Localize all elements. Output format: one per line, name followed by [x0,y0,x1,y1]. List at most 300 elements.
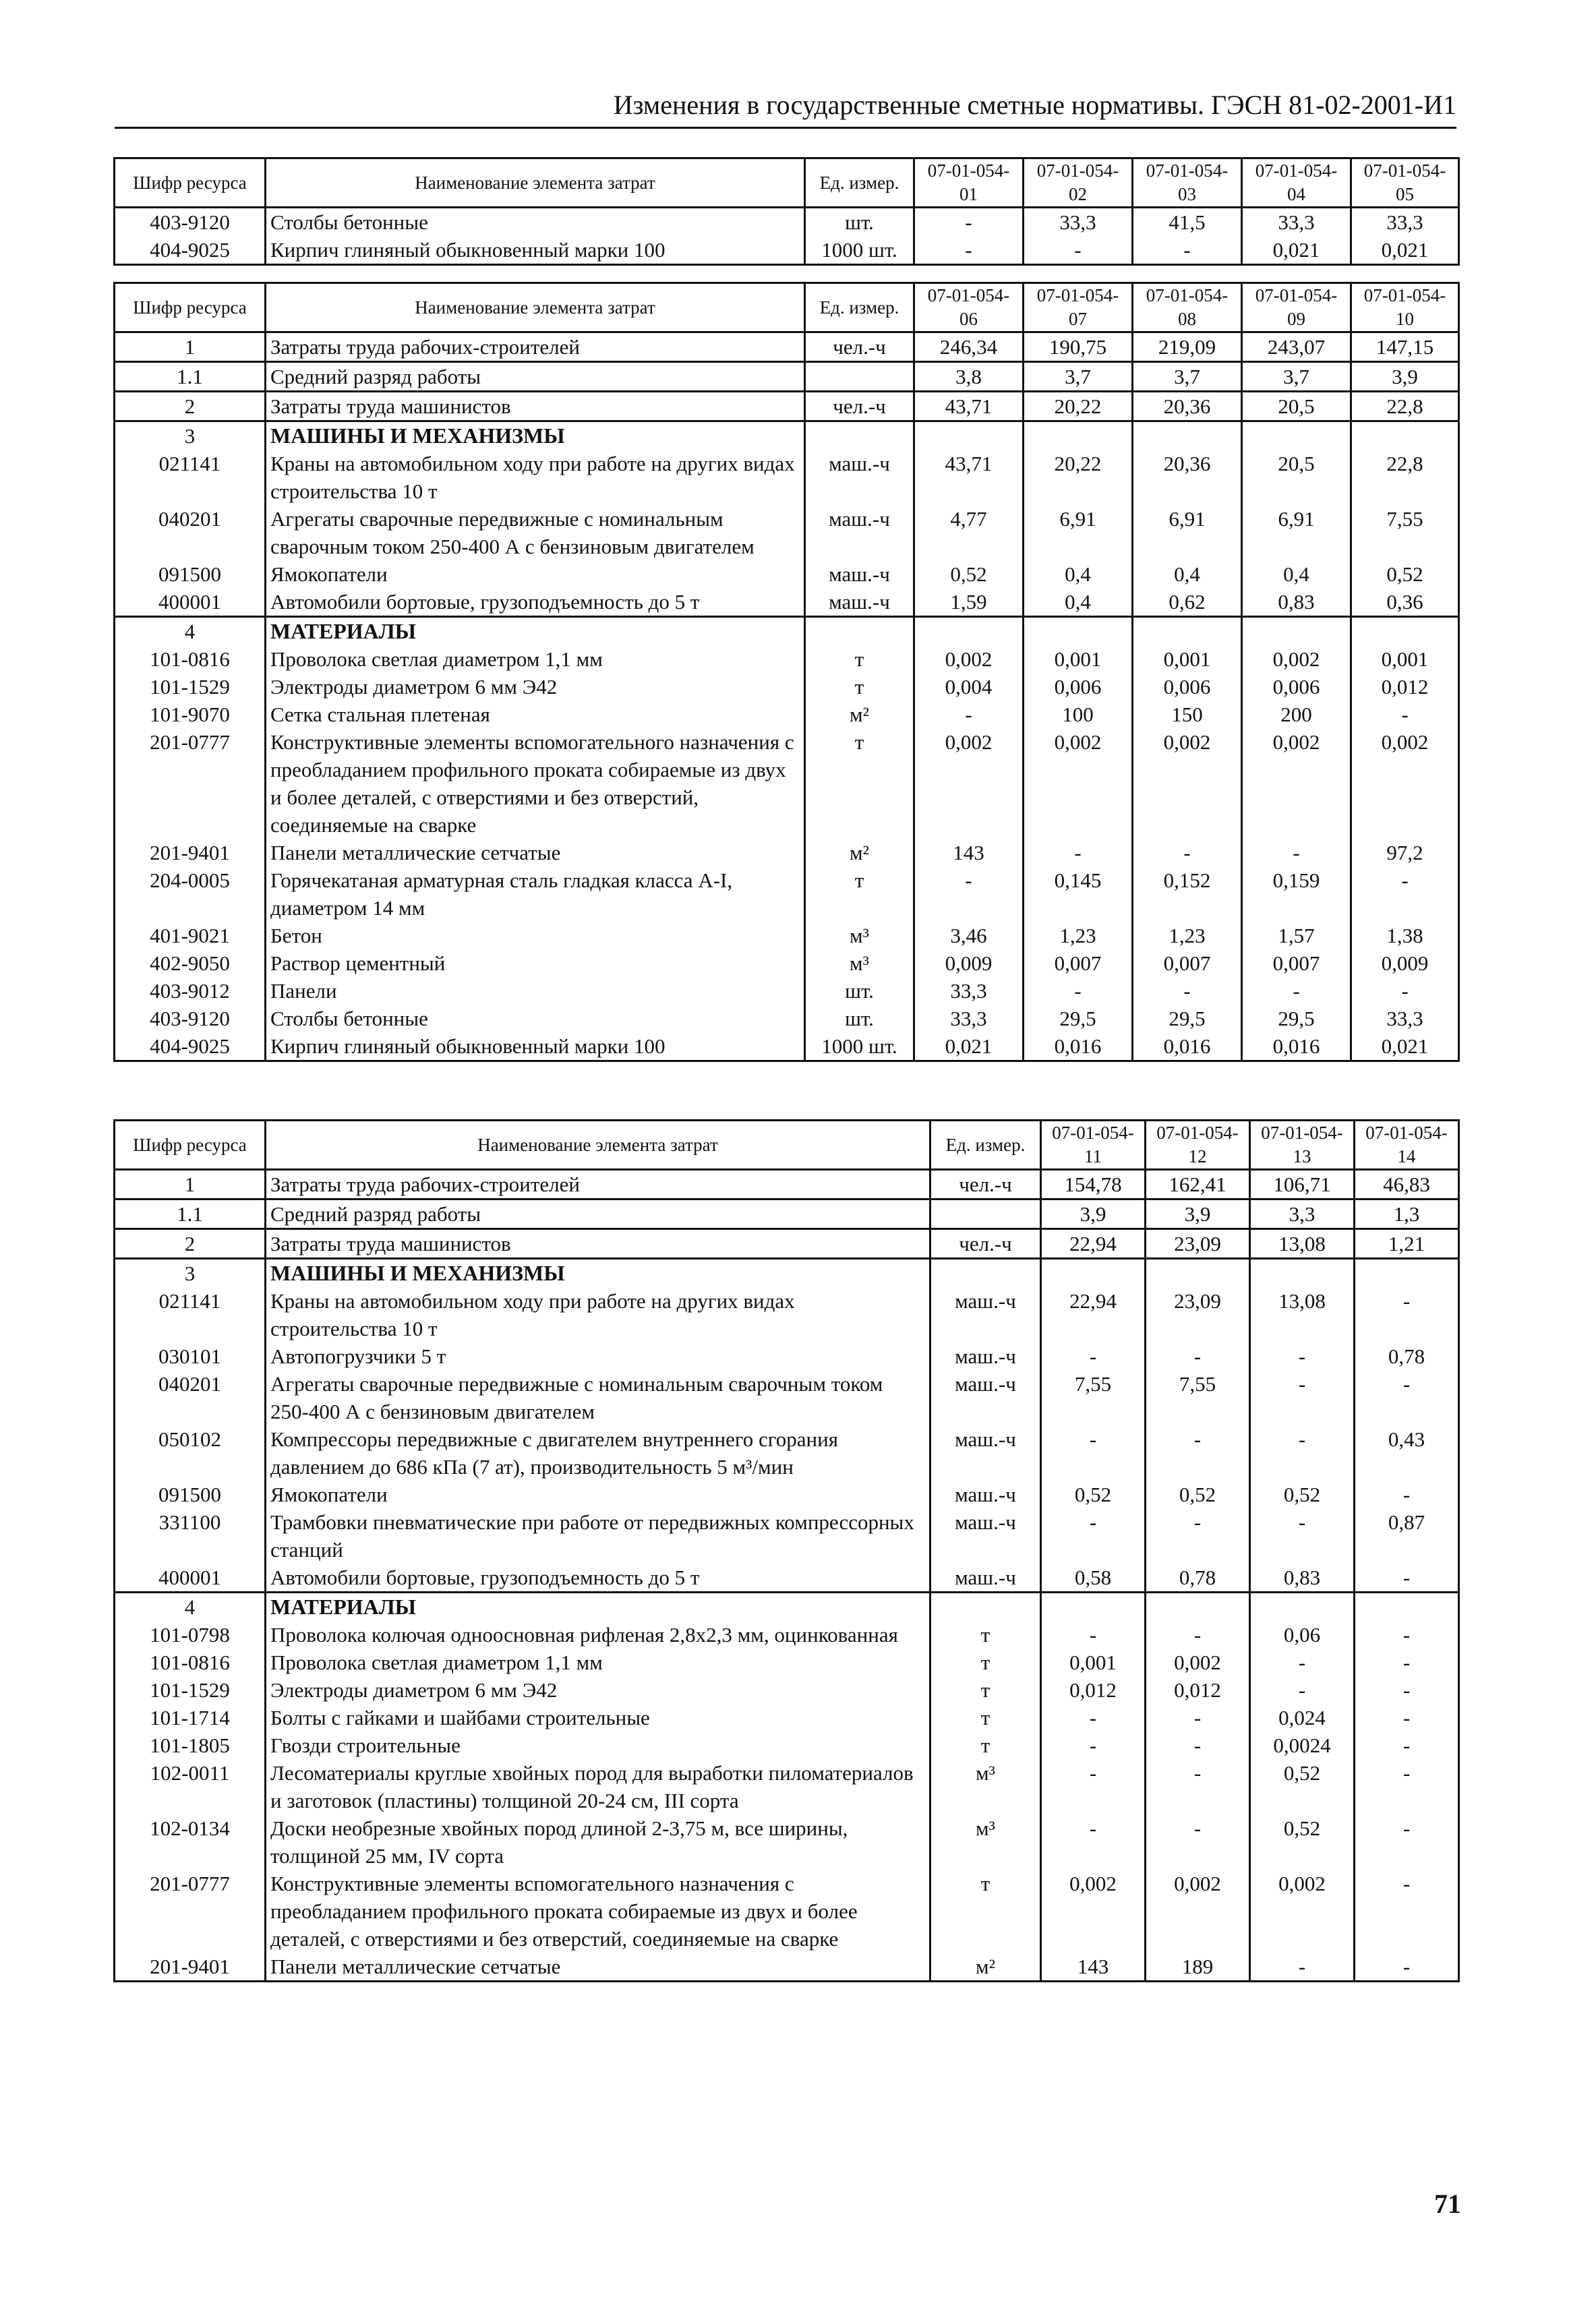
unit-cell: шт. [805,208,914,237]
value-cell: - [1250,1508,1355,1564]
unit-cell [805,362,914,392]
value-cell: - [1355,1564,1459,1593]
value-cell [1133,617,1242,646]
value-cell: 29,5 [1024,1005,1133,1032]
value-cell: 0,83 [1242,588,1351,617]
value-cell: 0,159 [1242,866,1351,922]
value-cell: 150 [1133,701,1242,728]
value-cell: 0,78 [1355,1342,1459,1370]
resource-name: Болты с гайками и шайбами строительные [266,1704,930,1731]
table-row [115,362,1459,392]
value-cell: 1,38 [1351,922,1459,949]
resource-table-3 [113,1119,1460,1982]
unit-cell: т [805,645,914,673]
table-row [115,1759,1459,1814]
value-cell: - [1250,1649,1355,1676]
value-cell: 246,34 [914,332,1024,362]
resource-code: 050102 [115,1425,266,1481]
table-row [115,701,1459,728]
table-row [115,1229,1459,1259]
resource-code: 030101 [115,1342,266,1370]
table-row [115,922,1459,949]
resource-name: Горячекатаная арматурная сталь гладкая класса А-I, диаметром 14 мм [266,866,805,922]
value-cell: - [1024,977,1133,1005]
value-cell: 29,5 [1242,1005,1351,1032]
value-cell: - [1355,1759,1459,1814]
value-cell: 6,91 [1133,505,1242,560]
value-cell: 0,006 [1133,673,1242,701]
value-cell [1355,1593,1459,1622]
unit-cell: маш.-ч [930,1370,1041,1425]
value-cell: 0,021 [1351,236,1459,265]
value-cell [1041,1259,1146,1288]
unit-cell: м³ [930,1814,1041,1870]
unit-cell: маш.-ч [805,588,914,617]
section-row [115,421,1459,450]
unit-cell: чел.-ч [805,392,914,421]
section-title: МАШИНЫ И МЕХАНИЗМЫ [266,1259,930,1288]
value-cell: 0,001 [1041,1649,1146,1676]
value-cell: 0,009 [914,949,1024,977]
value-cell: 13,08 [1250,1229,1355,1259]
value-cell: 0,43 [1355,1425,1459,1481]
unit-cell: м² [805,839,914,866]
value-cell [1242,421,1351,450]
resource-code: 401-9021 [115,922,266,949]
value-cell [914,617,1024,646]
section-row [115,1259,1459,1288]
section-row [115,1593,1459,1622]
resource-code: 1 [115,332,266,362]
resource-name: Автомобили бортовые, грузоподъемность до 5 т [266,588,805,617]
value-cell: 0,0024 [1250,1731,1355,1759]
value-cell: - [914,208,1024,237]
resource-code: 1 [115,1170,266,1199]
resource-code: 102-0011 [115,1759,266,1814]
resource-name: Автопогрузчики 5 т [266,1342,930,1370]
value-cell: 0,002 [1351,728,1459,839]
unit-cell: маш.-ч [930,1508,1041,1564]
unit-cell: 1000 шт. [805,236,914,265]
value-cell: 13,08 [1250,1287,1355,1342]
resource-name: Затраты труда рабочих-строителей [266,332,805,362]
value-cell: - [1146,1731,1250,1759]
value-cell: - [1355,1731,1459,1759]
table-row [115,673,1459,701]
table-row [115,1621,1459,1649]
value-cell: - [1146,1704,1250,1731]
value-cell: - [1242,839,1351,866]
value-cell: 0,002 [914,728,1024,839]
column-header-name: Наименование элемента затрат [266,283,805,332]
value-cell: - [1133,236,1242,265]
resource-code: 091500 [115,560,266,588]
resource-name: Агрегаты сварочные передвижные с номинальным сварочным током 250-400 А с бензиновым двигателем [266,505,805,560]
value-cell [1133,421,1242,450]
column-header-norm: 07-01-054-07 [1024,283,1133,332]
value-cell: 1,23 [1024,922,1133,949]
value-cell: - [1133,839,1242,866]
value-cell: - [1355,1370,1459,1425]
value-cell: 0,002 [1133,728,1242,839]
resource-name: Панели [266,977,805,1005]
unit-cell: т [930,1704,1041,1731]
value-cell: - [1355,1621,1459,1649]
column-header-norm: 07-01-054-13 [1250,1121,1355,1170]
value-cell [1024,421,1133,450]
value-cell: - [1041,1814,1146,1870]
value-cell: 0,021 [1351,1032,1459,1061]
column-header-norm: 07-01-054-01 [914,158,1024,208]
value-cell: 46,83 [1355,1170,1459,1199]
resource-name: Затраты труда машинистов [266,392,805,421]
value-cell: 22,8 [1351,392,1459,421]
value-cell: 23,09 [1146,1287,1250,1342]
value-cell: 0,012 [1351,673,1459,701]
value-cell: 7,55 [1146,1370,1250,1425]
value-cell: 6,91 [1024,505,1133,560]
header-row [115,283,1459,332]
value-cell: - [1041,1759,1146,1814]
table-row [115,1170,1459,1199]
value-cell: 0,52 [1250,1814,1355,1870]
value-cell: 0,012 [1041,1676,1146,1704]
column-header-unit: Ед. измер. [805,283,914,332]
resource-code: 101-9070 [115,701,266,728]
table-row [115,1005,1459,1032]
value-cell: 100 [1024,701,1133,728]
resource-name: Конструктивные элементы вспомогательного назначения с преобладанием профильного проката собираемые из двух и более деталей, с отверстиями и без отверстий, соединяемые на сварке [266,728,805,839]
unit-cell: чел.-ч [930,1229,1041,1259]
value-cell: 0,52 [914,560,1024,588]
value-cell: 6,91 [1242,505,1351,560]
column-header-norm: 07-01-054-08 [1133,283,1242,332]
resource-code: 101-0798 [115,1621,266,1649]
table-row [115,1370,1459,1425]
resource-code: 403-9120 [115,208,266,237]
value-cell: - [1355,1676,1459,1704]
value-cell: 0,016 [1133,1032,1242,1061]
value-cell: - [1242,977,1351,1005]
value-cell: - [1351,866,1459,922]
value-cell: 162,41 [1146,1170,1250,1199]
column-header-norm: 07-01-054-04 [1242,158,1351,208]
section-title: МАТЕРИАЛЫ [266,617,805,646]
unit-cell: шт. [805,1005,914,1032]
value-cell: 0,52 [1250,1759,1355,1814]
value-cell: - [1351,701,1459,728]
value-cell: 0,007 [1133,949,1242,977]
value-cell: 243,07 [1242,332,1351,362]
value-cell: 0,007 [1024,949,1133,977]
value-cell: 29,5 [1133,1005,1242,1032]
value-cell: 33,3 [914,977,1024,1005]
resource-code: 201-9401 [115,839,266,866]
unit-cell [930,1199,1041,1229]
value-cell: 7,55 [1041,1370,1146,1425]
value-cell: 0,016 [1024,1032,1133,1061]
value-cell: - [1146,1342,1250,1370]
value-cell: 0,002 [914,645,1024,673]
column-header-code: Шифр ресурса [115,283,266,332]
value-cell: 0,002 [1242,645,1351,673]
value-cell: 0,78 [1146,1564,1250,1593]
value-cell: 1,59 [914,588,1024,617]
value-cell: - [1133,977,1242,1005]
value-cell: 0,021 [914,1032,1024,1061]
table-row [115,1704,1459,1731]
resource-code: 204-0005 [115,866,266,922]
table-row [115,1731,1459,1759]
value-cell: - [1250,1425,1355,1481]
unit-cell: т [805,866,914,922]
column-header-norm: 07-01-054-03 [1133,158,1242,208]
resource-name: Средний разряд работы [266,362,805,392]
resource-code: 101-1529 [115,673,266,701]
value-cell: 190,75 [1024,332,1133,362]
resource-name: Столбы бетонные [266,1005,805,1032]
value-cell: - [1355,1287,1459,1342]
value-cell: 0,009 [1351,949,1459,977]
resource-name: Панели металлические сетчатые [266,1953,930,1982]
resource-name: Бетон [266,922,805,949]
value-cell: 43,71 [914,450,1024,505]
value-cell: 0,52 [1041,1481,1146,1508]
table-row [115,1508,1459,1564]
column-header-code: Шифр ресурса [115,1121,266,1170]
value-cell: - [914,236,1024,265]
value-cell: 0,007 [1242,949,1351,977]
column-header-norm: 07-01-054-09 [1242,283,1351,332]
resource-name: Гвозди строительные [266,1731,930,1759]
value-cell: 0,012 [1146,1676,1250,1704]
resource-code: 400001 [115,588,266,617]
column-header-norm: 07-01-054-14 [1355,1121,1459,1170]
value-cell: - [1146,1814,1250,1870]
value-cell: 3,9 [1041,1199,1146,1229]
unit-cell [805,421,914,450]
resource-table-2 [113,282,1460,1062]
unit-cell [805,617,914,646]
value-cell: - [1146,1425,1250,1481]
resource-code: 2 [115,1229,266,1259]
value-cell: 0,52 [1250,1481,1355,1508]
value-cell: 3,8 [914,362,1024,392]
value-cell: 3,7 [1133,362,1242,392]
value-cell: 1,3 [1355,1199,1459,1229]
value-cell: 0,001 [1024,645,1133,673]
unit-cell: т [930,1870,1041,1953]
resource-name: Затраты труда рабочих-строителей [266,1170,930,1199]
table-row [115,236,1459,265]
value-cell: 219,09 [1133,332,1242,362]
value-cell: 33,3 [1242,208,1351,237]
table-row [115,332,1459,362]
resource-name: Агрегаты сварочные передвижные с номинальным сварочным током 250-400 А с бензиновым двигателем [266,1370,930,1425]
value-cell: 0,004 [914,673,1024,701]
value-cell: - [1355,1814,1459,1870]
unit-cell: м² [805,701,914,728]
value-cell: - [1146,1508,1250,1564]
unit-cell: т [930,1731,1041,1759]
resource-code: 091500 [115,1481,266,1508]
table-row [115,1870,1459,1953]
value-cell: 0,4 [1133,560,1242,588]
value-cell: 1,23 [1133,922,1242,949]
value-cell [1355,1259,1459,1288]
table-row [115,1425,1459,1481]
value-cell: - [1250,1370,1355,1425]
resource-name: Средний разряд работы [266,1199,930,1229]
value-cell: 20,36 [1133,392,1242,421]
resource-code: 101-0816 [115,645,266,673]
value-cell: - [1041,1621,1146,1649]
value-cell: 189 [1146,1953,1250,1982]
value-cell: - [1355,1649,1459,1676]
table-row [115,560,1459,588]
resource-code: 101-1529 [115,1676,266,1704]
page-number: 71 [1434,2189,1461,2219]
resource-code: 403-9120 [115,1005,266,1032]
resource-name: Краны на автомобильном ходу при работе на других видах строительства 10 т [266,1287,930,1342]
resource-name: Конструктивные элементы вспомогательного назначения с преобладанием профильного проката собираемые из двух и более деталей, с отверстиями и без отверстий, соединяемые на сварке [266,1870,930,1953]
resource-code: 201-9401 [115,1953,266,1982]
value-cell: - [1351,977,1459,1005]
value-cell: 0,002 [1024,728,1133,839]
resource-name: Ямокопатели [266,560,805,588]
value-cell: - [1146,1621,1250,1649]
resource-name: Проволока светлая диаметром 1,1 мм [266,645,805,673]
value-cell: 0,58 [1041,1564,1146,1593]
unit-cell [930,1259,1041,1288]
value-cell: 0,002 [1041,1870,1146,1953]
unit-cell: чел.-ч [930,1170,1041,1199]
resource-name: Проволока колючая одноосновная рифленая 2,8х2,3 мм, оцинкованная [266,1621,930,1649]
document-title: Изменения в государственные сметные нормативы. ГЭСН 81-02-2001-И1 [613,90,1456,120]
value-cell: 143 [914,839,1024,866]
value-cell: 4,77 [914,505,1024,560]
value-cell: - [1024,839,1133,866]
value-cell: 0,002 [1250,1870,1355,1953]
value-cell: 0,024 [1250,1704,1355,1731]
unit-cell: м³ [805,922,914,949]
value-cell: - [1250,1342,1355,1370]
value-cell: 3,46 [914,922,1024,949]
value-cell: 0,006 [1242,673,1351,701]
table-row [115,450,1459,505]
value-cell: 23,09 [1146,1229,1250,1259]
unit-cell: маш.-ч [930,1287,1041,1342]
unit-cell: т [930,1621,1041,1649]
resource-table-1 [113,157,1460,266]
unit-cell: маш.-ч [930,1481,1041,1508]
unit-cell: маш.-ч [805,505,914,560]
column-header-code: Шифр ресурса [115,158,266,208]
column-header-norm: 07-01-054-10 [1351,283,1459,332]
value-cell: 0,016 [1242,1032,1351,1061]
column-header-name: Наименование элемента затрат [266,1121,930,1170]
unit-cell: м³ [930,1759,1041,1814]
resource-code: 1.1 [115,1199,266,1229]
resource-code: 4 [115,1593,266,1622]
resource-code: 3 [115,1259,266,1288]
resource-code: 021141 [115,1287,266,1342]
value-cell: 0,002 [1242,728,1351,839]
resource-name: Электроды диаметром 6 мм Э42 [266,1676,930,1704]
table-row [115,1649,1459,1676]
value-cell: 3,9 [1351,362,1459,392]
value-cell [1250,1259,1355,1288]
resource-name: Доски необрезные хвойных пород длиной 2-3,75 м, все ширины, толщиной 25 мм, IV сорта [266,1814,930,1870]
unit-cell: т [805,673,914,701]
resource-code: 2 [115,392,266,421]
value-cell: - [1355,1481,1459,1508]
table-row [115,1953,1459,1982]
resource-name: Панели металлические сетчатые [266,839,805,866]
resource-code: 404-9025 [115,236,266,265]
value-cell: 0,006 [1024,673,1133,701]
value-cell: - [1041,1731,1146,1759]
resource-code: 101-1714 [115,1704,266,1731]
value-cell: - [1250,1676,1355,1704]
column-header-norm: 07-01-054-11 [1041,1121,1146,1170]
resource-code: 040201 [115,1370,266,1425]
value-cell: 0,021 [1242,236,1351,265]
value-cell [1351,617,1459,646]
unit-cell: маш.-ч [805,450,914,505]
resource-name: Краны на автомобильном ходу при работе на других видах строительства 10 т [266,450,805,505]
unit-cell: 1000 шт. [805,1032,914,1061]
table-row [115,505,1459,560]
value-cell: 0,145 [1024,866,1133,922]
table-row [115,1032,1459,1061]
value-cell: 0,36 [1351,588,1459,617]
resource-name: Электроды диаметром 6 мм Э42 [266,673,805,701]
resource-code: 3 [115,421,266,450]
value-cell: - [1041,1704,1146,1731]
table-row [115,1564,1459,1593]
table-row [115,839,1459,866]
value-cell: 7,55 [1351,505,1459,560]
unit-cell [930,1593,1041,1622]
resource-name: Раствор цементный [266,949,805,977]
value-cell: 0,4 [1024,588,1133,617]
value-cell: - [1355,1870,1459,1953]
value-cell: 3,3 [1250,1199,1355,1229]
value-cell: 0,87 [1355,1508,1459,1564]
resource-code: 400001 [115,1564,266,1593]
value-cell: 0,152 [1133,866,1242,922]
column-header-norm: 07-01-054-06 [914,283,1024,332]
value-cell: 0,4 [1024,560,1133,588]
resource-code: 402-9050 [115,949,266,977]
resource-code: 101-1805 [115,1731,266,1759]
value-cell: 3,7 [1242,362,1351,392]
value-cell: 22,94 [1041,1229,1146,1259]
column-header-norm: 07-01-054-02 [1024,158,1133,208]
unit-cell: маш.-ч [930,1342,1041,1370]
value-cell: 154,78 [1041,1170,1146,1199]
resource-name: Проволока светлая диаметром 1,1 мм [266,1649,930,1676]
value-cell [1024,617,1133,646]
value-cell: - [1024,236,1133,265]
unit-cell: маш.-ч [930,1564,1041,1593]
header-row [115,158,1459,208]
value-cell [1351,421,1459,450]
value-cell [1041,1593,1146,1622]
value-cell: 1,21 [1355,1229,1459,1259]
value-cell: 20,22 [1024,450,1133,505]
